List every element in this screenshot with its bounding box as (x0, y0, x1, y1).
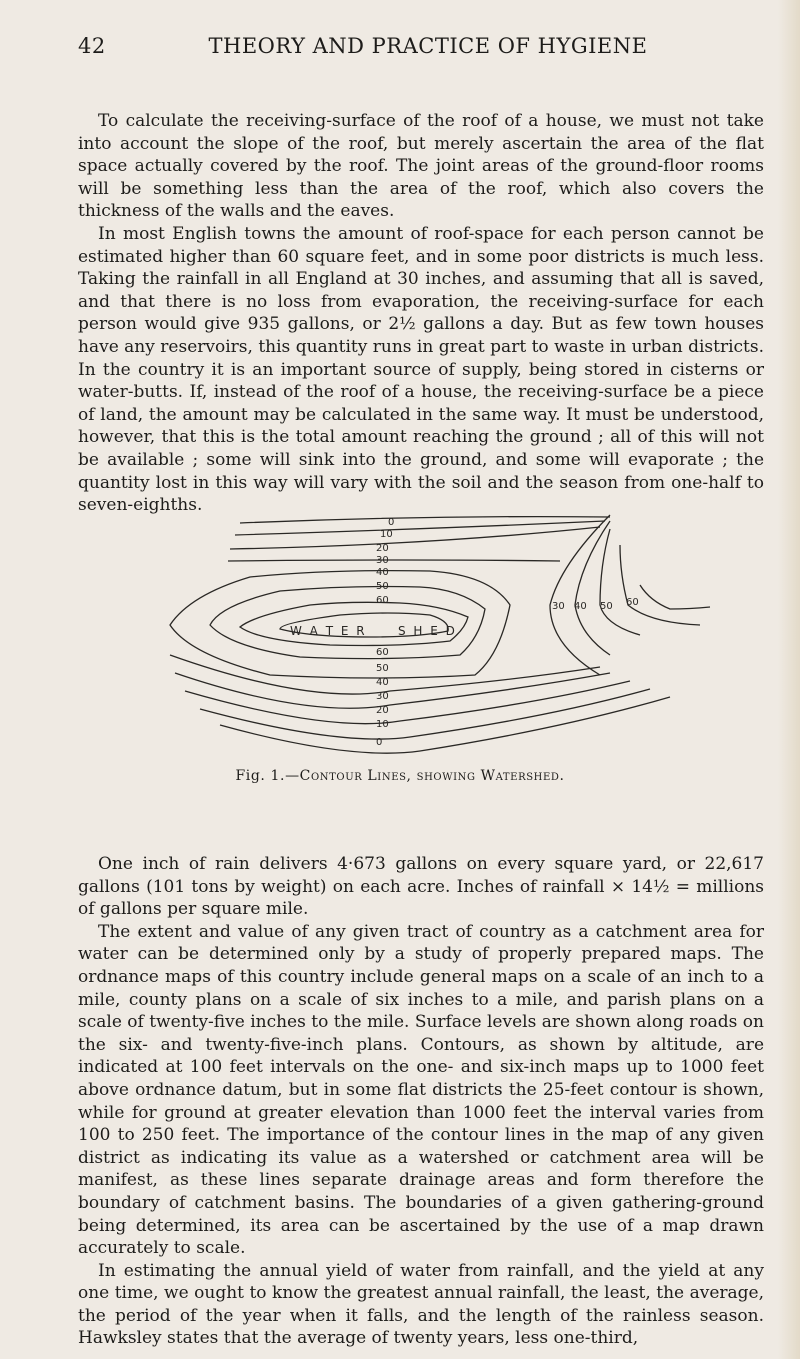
contour-label: 60 (376, 595, 389, 606)
contour-map (130, 505, 750, 765)
contour-line (640, 585, 710, 609)
contour-line (550, 515, 610, 675)
contour-label: 50 (600, 601, 613, 612)
contour-line (220, 697, 670, 753)
contour-label: 30 (552, 601, 565, 612)
contour-label: 0 (388, 517, 395, 528)
paragraph: The extent and value of any given tract of country as a catchment area for water can be determined only by a study of properly prepared maps. The ordnance maps of this country include general maps on a scale of an inch to a mile, county plans on a scale of six inches to a mile, and parish plans on a scale of twenty-five inches to the mile. Surface levels are shown along roads on the six- and twenty-five-inch plans. Contours, as shown by altitude, are indicated at 100 feet intervals on the one- and six-inch maps up to 1000 feet above ordnance datum, but in some flat districts the 25-feet contour is shown, while for ground at greater elevation than 1000 feet the interval varies from 100 to 250 feet. The importance of the contour lines in the map of any given district as indicating its value as a watershed or catchment area will be manifest, as these lines separate drainage areas and form therefore the boundary of catchment basins. The boundaries of a given gathering-ground being determined, its area can be ascertained by the use of a map drawn accurately to scale. (78, 921, 764, 1259)
contour-line (230, 527, 600, 549)
contour-label: 50 (376, 663, 389, 674)
contour-line (235, 521, 605, 535)
contour-label: 60 (376, 647, 389, 658)
caption-text: —Contour Lines, showing Watershed. (285, 768, 565, 784)
contour-figure (130, 505, 750, 765)
contour-label: 20 (376, 543, 389, 554)
contour-line (240, 517, 610, 523)
map-label-water: W A T E R (290, 624, 367, 638)
contour-label: 30 (376, 555, 389, 566)
contour-label: 10 (376, 719, 389, 730)
running-title: THEORY AND PRACTICE OF HYGIENE (208, 34, 648, 58)
text-block-bottom (78, 853, 764, 1350)
contour-line (200, 689, 650, 739)
contour-label: 40 (376, 567, 389, 578)
paragraph: One inch of rain delivers 4·673 gallons on every square yard, or 22,617 gallons (101 tons by weight) on each acre. Inches of rainfall × 14½ = millions of gallons per square mile. (78, 854, 764, 920)
contour-label: 0 (376, 737, 383, 748)
paragraph: In estimating the annual yield of water from rainfall, and the yield at any one time, we ought to know the greatest annual rainfall, the least, the average, the period of the year when it falls, and the length of the rainless season. Hawksley states that the average of twenty years, less one-third, (78, 1260, 764, 1349)
paragraph: To calculate the receiving-surface of the roof of a house, we must not take into account the slope of the roof, but merely ascertain the area of the flat space actually covered by the roof. The joint areas of the ground-floor rooms will be something less than the area of the roof, which also covers the thickness of the walls and the eaves. (78, 111, 764, 222)
contour-label: 40 (376, 677, 389, 688)
map-label-shed: S H E D (398, 624, 457, 638)
contour-label: 30 (376, 691, 389, 702)
contour-line (228, 560, 560, 561)
contour-label: 10 (380, 529, 393, 540)
contour-ring (210, 587, 485, 659)
contour-label: 40 (574, 601, 587, 612)
contour-label: 60 (626, 597, 639, 608)
contour-line (600, 529, 640, 635)
figure-caption (0, 768, 800, 784)
text-block-top (78, 110, 764, 517)
paragraph: In most English towns the amount of roof-space for each person cannot be estimated higher than 60 square feet, and in some poor districts is much less. Taking the rainfall in all England at 30 inches, and assuming that all is saved, and that there is no loss from evaporation, the receiving-surface for each person would give 935 gallons, or 2½ gallons a day. But as few town houses have any reservoirs, this quantity runs in great part to waste in urban districts. In the country it is an important source of supply, being stored in cisterns or water-butts. If, instead of the roof of a house, the receiving-surface be a piece of land, the amount may be calculated in the same way. It must be understood, however, that this is the total amount reaching the ground ; all of this will not be available ; some will sink into the ground, and some will evaporate ; the quantity lost in this way will vary with the soil and the season from one-half to seven-eighths. (78, 223, 764, 516)
caption-label: Fig. 1. (235, 768, 286, 784)
contour-label: 20 (376, 705, 389, 716)
contour-line (575, 521, 610, 655)
running-head (78, 34, 778, 64)
page-number: 42 (78, 34, 106, 58)
page-edge-shadow (778, 0, 800, 1359)
contour-label: 50 (376, 581, 389, 592)
contour-line (170, 655, 600, 694)
contour-line (620, 545, 700, 625)
